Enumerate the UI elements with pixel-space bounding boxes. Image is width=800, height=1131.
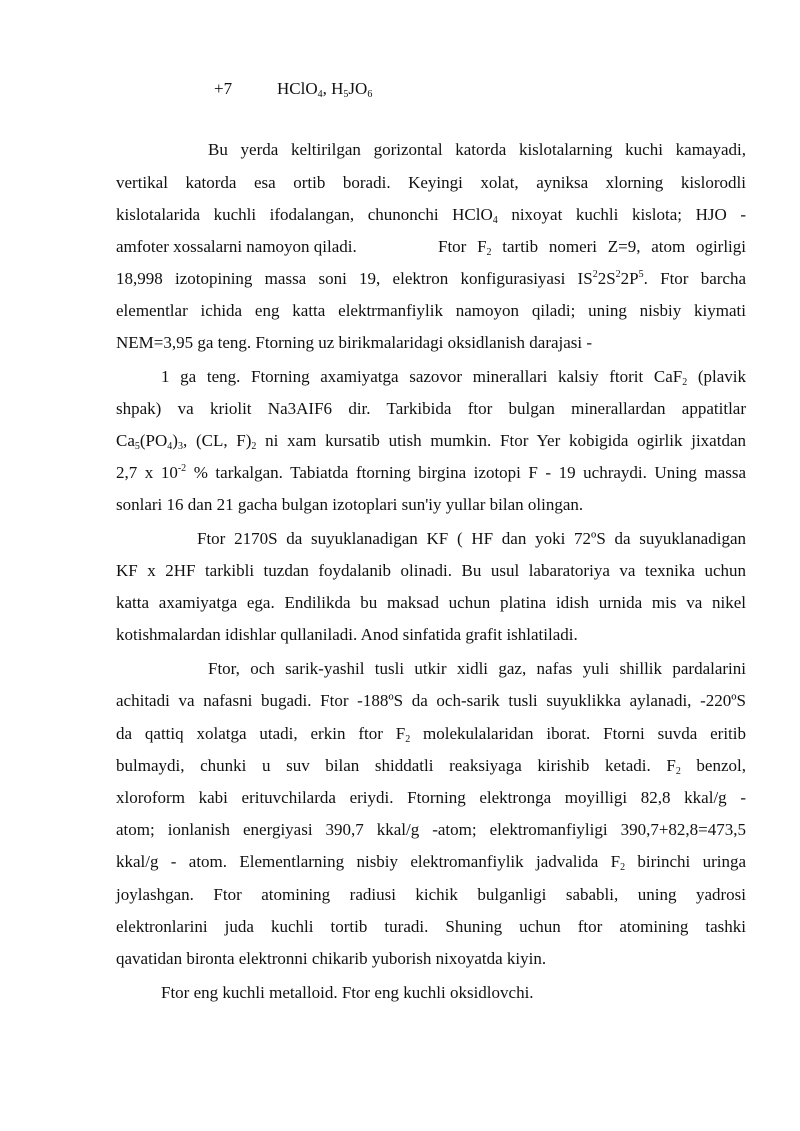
acid-formulas: HClO$_4$, $H_5JO_6$	[277, 79, 373, 100]
paragraph-conclusion: Ftor eng kuchli metalloid. Ftor eng kuchli oksidlovchi.	[161, 983, 534, 1002]
document-page: +7 HClO$_4$, $H_5JO_6$ Bu yerda keltirilgan gorizontal katorda kislotalarning kuchi kamayadi, vertikal katorda esa ortib boradi. Keyingi xolat, ayniksa xlorning kislorodli kislotalarida kuchli ifodalangan, chunonchi HClO$_4$ nixoyat kuchli kislota; HJO - amfoter xossalarni namoyon qiladi. Ftor $F_2$ tartib nomeri Z=9, atom ogirligi 18,998 izotopining massa soni 19, elektron konfigurasiyasi $IS^22S^22P^5$. Ftor barcha elementlar ichida eng katta elektrmanfiylik namoyon qiladi; uning nisbiy kiymati NEM=3,95 ga teng. Ftorning uz birikmalaridagi oksidlanish darajasi - 1 ga teng. Ftorning axamiyatga sazovor minerallari kalsiy ftorit CaF$_2$ (plavik shpak) va kriolit Na3AIF6 dir. Tarkibida ftor bulgan minerallardan appatitlar $Ca_5(PO_4)_3$, (CL, $F)_2$ ni xam kursatib utish mumkin. Ftor Yer kobigida ogirlik jixatdan 2,7 x $10^{-2}$ % tarkalgan. Tabiatda ftorning birgina izotopi F - 19 uchraydi. Uning massa sonlari 16 dan 21 gacha bulgan izotoplari sun'iy yullar bilan olingan. Ftor 2170S da suyuklanadigan KF ( HF dan yoki 72ºS da suyuklanadigan KF x 2HF tarkibli tuzdan foydalanib olinadi. Bu usul labaratoriya va texnika uchun katta axamiyatga ega. Endilikda bu maksad uchun platina idish urnida mis va nikel kotishmalardan idishlar qullaniladi. Anod sinfatida grafit ishlatiladi. Ftor, och sarik-yashil tusli utkir xidli gaz, nafas yuli shillik pardalarini achitadi va nafasni bugadi. Ftor -188ºS da och-sarik tusli suyuklikka aylanadi, -220ºS da qattiq xolatga utadi, erkin ftor $F_2$ molekulalaridan iborat. Ftorni suvda eritib bulmaydi, chunki u suv bilan shiddatli reaksiyaga kirishib ketadi. $F_2$ benzol, xloroform kabi erituvchilarda eriydi. Ftorning elektronga moyilligi 82,8 kkal/g - atom; ionlanish energiyasi 390,7 kkal/g -atom; elektromanfiyligi 390,7+82,8=473,5 kkal/g - atom. Elementlarning nisbiy elektromanfiylik jadvalida $F_2$ birinchi uringa joylashgan. Ftor atomining radiusi kichik bulganligi sababli, uning yadrosi elektronlarini juda kuchli tortib turadi. Shuning uchun ftor atomining tashki qavatidan bironta elektronni chikarib yuborish nixoyatda kiyin. Ftor eng kuchli metalloid. Ftor eng kuchli oksidlovchi.	[116, 79, 747, 1002]
oxidation-state: +7	[214, 79, 233, 98]
